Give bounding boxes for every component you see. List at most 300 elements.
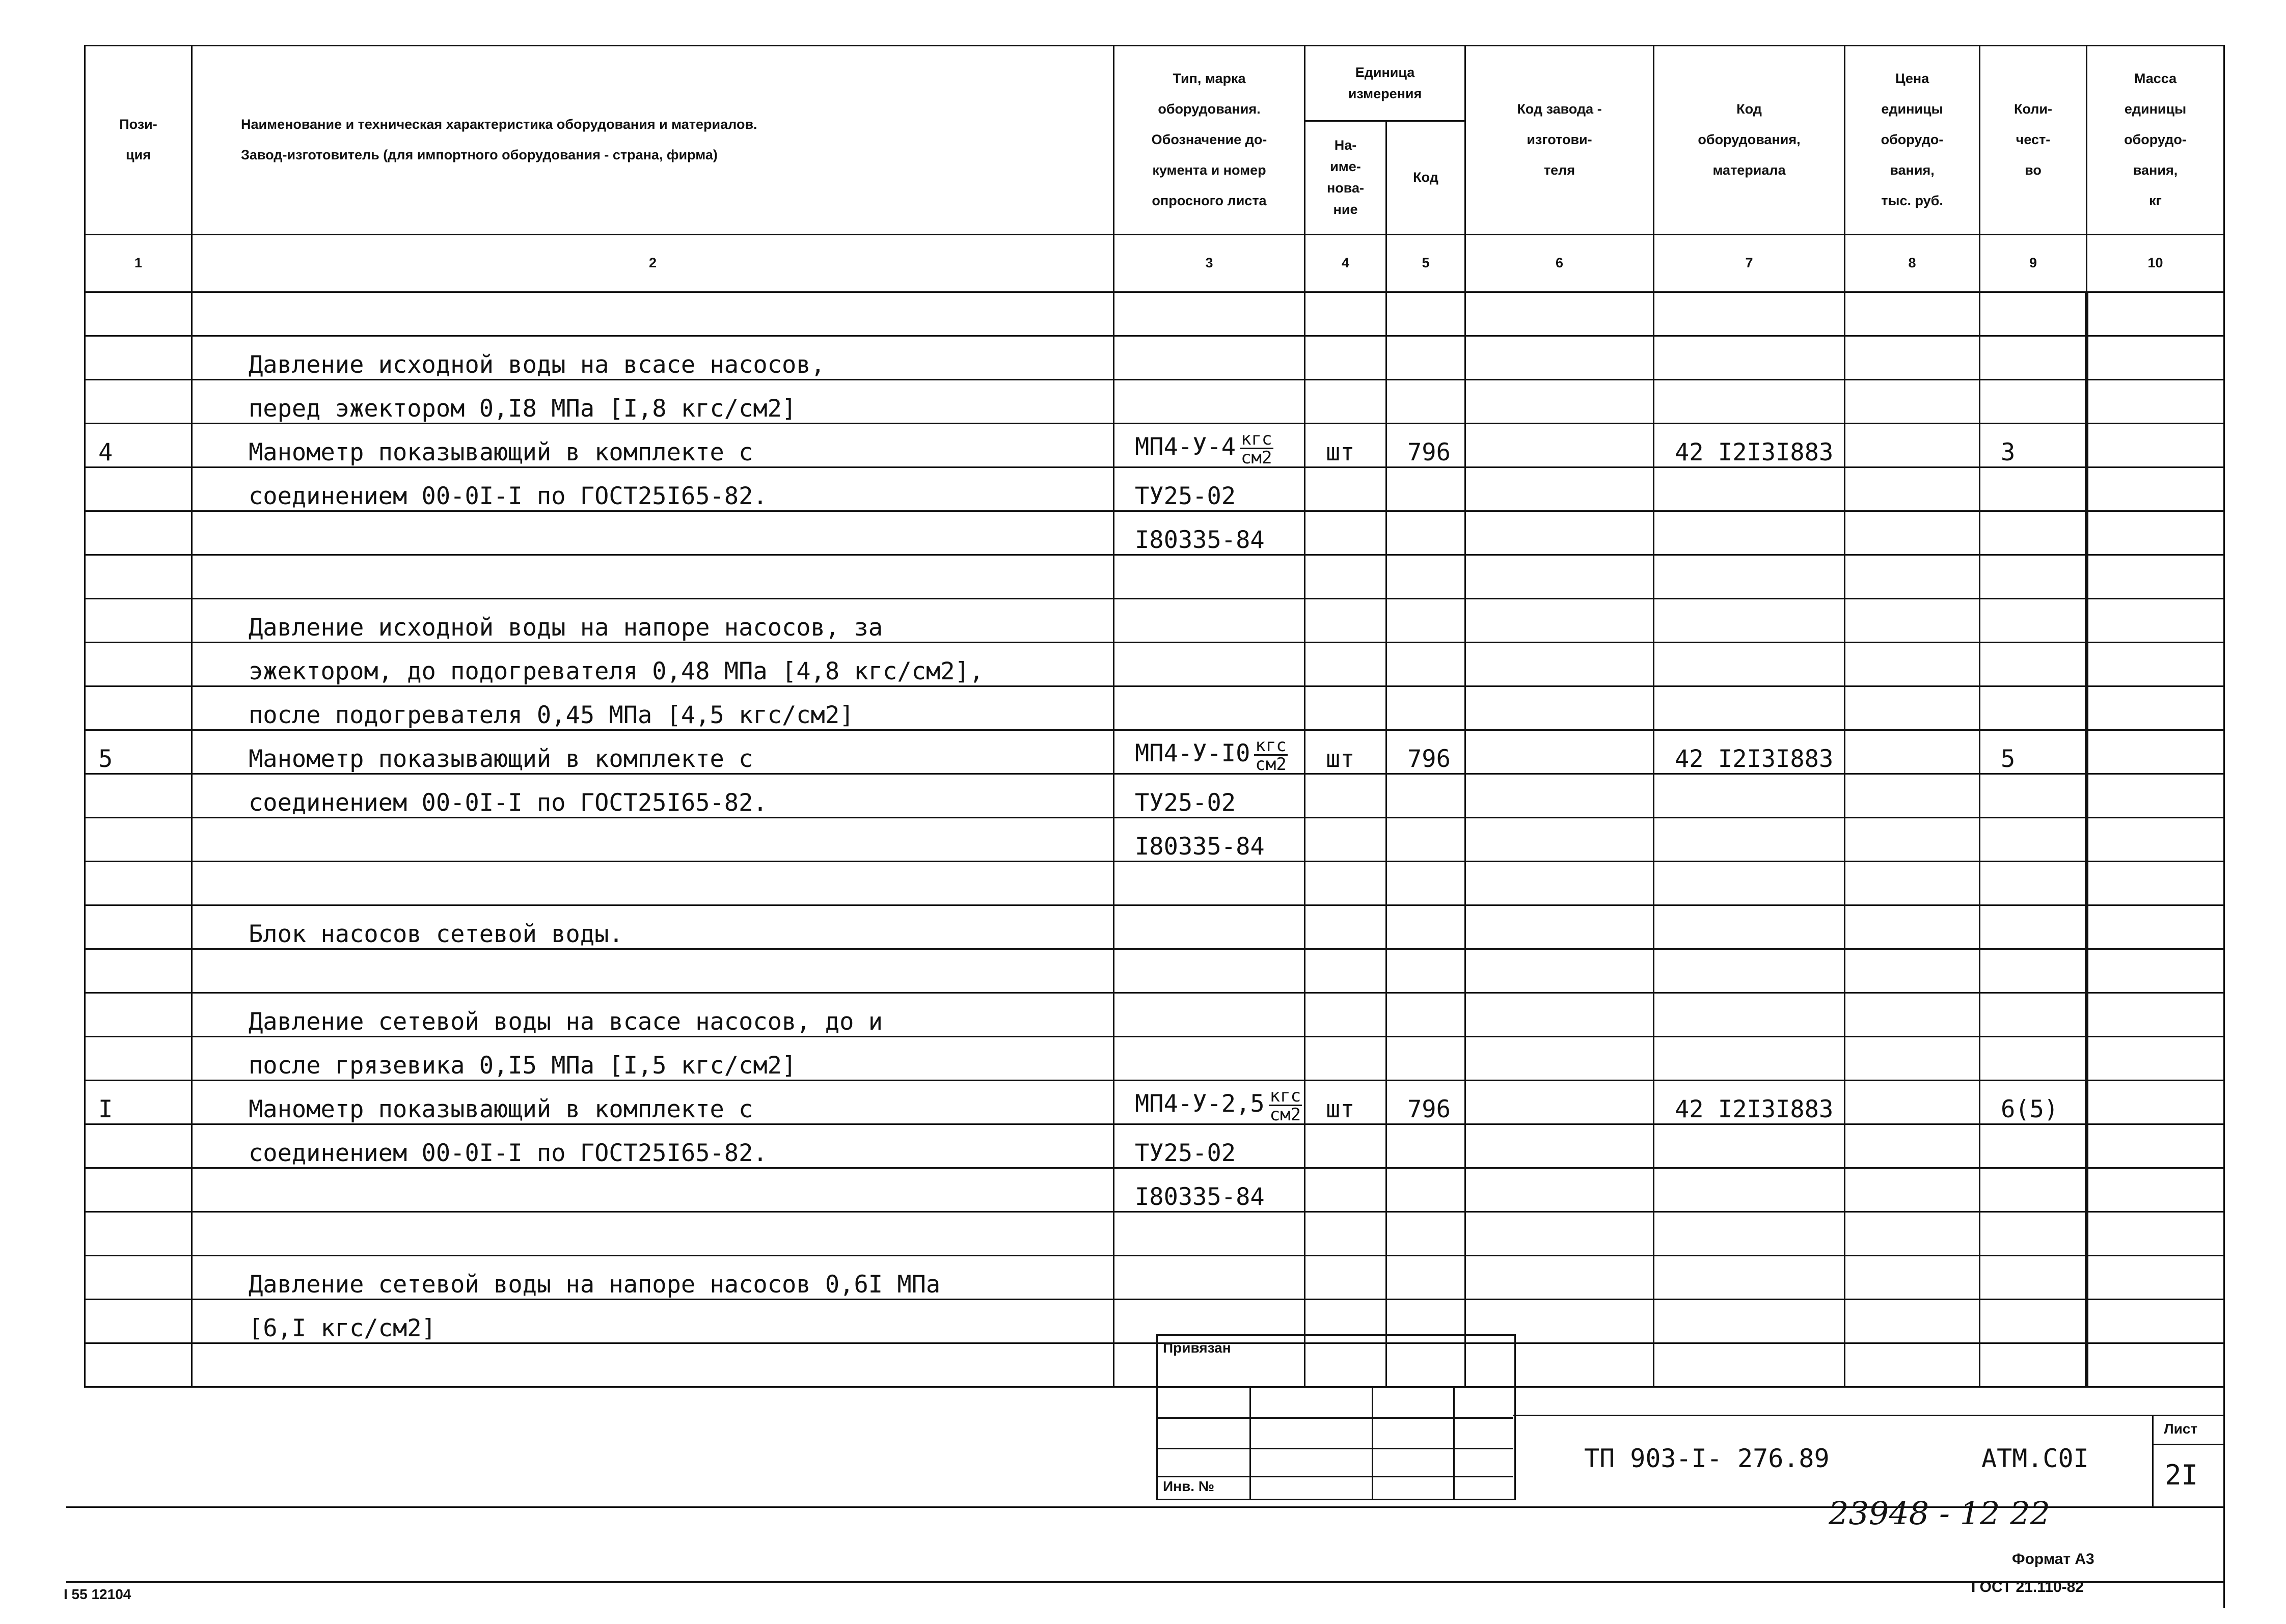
mass-cell [2087,1081,2224,1124]
specification-rows [85,292,2224,1387]
type-cell [1114,555,1305,599]
table-row [85,1343,2224,1387]
unit-code-cell [1386,292,1465,336]
name-cell [192,643,1114,686]
position-cell [85,1212,192,1256]
unit-code-cell [1386,949,1465,993]
position-cell [85,686,192,730]
price-cell [1845,1037,1980,1081]
factory-code-cell [1465,555,1654,599]
unit-name-cell [1305,993,1386,1037]
equipment-code-cell [1654,1300,1845,1343]
unit-name-cell [1305,686,1386,730]
position-cell [85,380,192,424]
equipment-code-cell [1654,643,1845,686]
table-row [85,774,2224,818]
unit-code-cell [1386,1124,1465,1168]
unit-name-cell [1305,336,1386,380]
position-cell-text: 4 [98,438,113,466]
unit-code-cell-text: 796 [1407,1095,1451,1123]
stamp-divider [1249,1387,1251,1499]
position-cell [85,818,192,862]
factory-code-cell [1465,862,1654,905]
factory-code-cell [1465,336,1654,380]
fraction-denominator: см2 [1241,448,1272,467]
price-cell [1845,380,1980,424]
fraction-numerator: кгс [1255,735,1287,756]
name-cell-text: перед эжектором 0,I8 МПа [I,8 кгс/см2] [249,395,797,423]
unit-code-cell [1386,643,1465,686]
price-cell [1845,1300,1980,1343]
equipment-code-cell [1654,424,1845,467]
unit-name-cell [1305,1081,1386,1124]
unit-code-cell [1386,993,1465,1037]
name-cell [192,555,1114,599]
position-cell [85,730,192,774]
equipment-code-cell [1654,686,1845,730]
mass-cell [2087,555,2224,599]
quantity-cell [1980,1124,2087,1168]
format-label: Формат А3 [2012,1551,2094,1567]
price-cell [1845,292,1980,336]
quantity-cell [1980,643,2087,686]
price-cell [1845,993,1980,1037]
position-cell [85,1124,192,1168]
mass-cell [2087,730,2224,774]
column-number: 1 [85,235,192,292]
name-cell [192,730,1114,774]
header-name: Наименование и техническая характеристика оборудования и материалов. Завод-изготовитель (для импортного оборудования - страна, фирма) [192,46,1114,235]
price-cell [1845,424,1980,467]
unit-code-cell [1386,862,1465,905]
name-cell [192,949,1114,993]
quantity-cell [1980,905,2087,949]
position-cell [85,511,192,555]
type-cell-text: I80335-84 [1135,1183,1265,1211]
quantity-cell [1980,599,2087,643]
unit-code-cell [1386,336,1465,380]
privyazan-stamp [1156,1334,1516,1500]
equipment-code-cell [1654,1037,1845,1081]
price-cell [1845,905,1980,949]
table-row [85,424,2224,467]
factory-code-cell [1465,1124,1654,1168]
fraction-denominator: см2 [1255,754,1287,774]
name-cell [192,1343,1114,1387]
price-cell [1845,1212,1980,1256]
mass-cell [2087,1343,2224,1387]
unit-name-cell [1305,905,1386,949]
mass-cell [2087,993,2224,1037]
unit-name-cell [1305,1124,1386,1168]
factory-code-cell [1465,1212,1654,1256]
position-cell [85,1168,192,1212]
price-cell [1845,643,1980,686]
stamp-divider [1453,1387,1455,1499]
equipment-code-cell [1654,1081,1845,1124]
column-number: 3 [1114,235,1305,292]
table-row [85,1124,2224,1168]
factory-code-cell [1465,1037,1654,1081]
price-cell [1845,599,1980,643]
mass-cell [2087,1168,2224,1212]
unit-code-cell [1386,730,1465,774]
column-number: 7 [1654,235,1845,292]
header-unit-group: Единица измерения [1305,46,1465,121]
name-cell [192,1124,1114,1168]
table-row [85,1256,2224,1300]
type-cell [1114,774,1305,818]
name-cell [192,424,1114,467]
equipment-code-cell [1654,336,1845,380]
unit-name-cell [1305,1168,1386,1212]
unit-name-cell [1305,1212,1386,1256]
name-cell [192,1256,1114,1300]
table-row [85,993,2224,1037]
type-cell [1114,1212,1305,1256]
unit-code-cell [1386,424,1465,467]
factory-code-cell [1465,424,1654,467]
column-number: 4 [1305,235,1386,292]
archive-number: I 55 12104 [64,1586,131,1602]
type-cell [1114,467,1305,511]
equipment-code-cell [1654,292,1845,336]
equipment-code-cell [1654,949,1845,993]
table-row [85,599,2224,643]
unit-code-cell [1386,467,1465,511]
price-cell [1845,949,1980,993]
position-cell [85,862,192,905]
gost-label: ГОСТ 21.110-82 [1971,1579,2084,1595]
column-number: 5 [1386,235,1465,292]
factory-code-cell [1465,730,1654,774]
equipment-code-cell [1654,1168,1845,1212]
price-cell [1845,511,1980,555]
stamp-line [1156,1417,1513,1419]
unit-name-cell [1305,555,1386,599]
type-cell-text: I80335-84 [1135,833,1265,861]
price-cell [1845,467,1980,511]
quantity-cell [1980,1343,2087,1387]
type-cell [1114,599,1305,643]
name-cell [192,292,1114,336]
equipment-code-cell [1654,993,1845,1037]
name-cell [192,1081,1114,1124]
factory-code-cell [1465,949,1654,993]
document-number: ТП 903-I- 276.89 [1584,1444,1830,1473]
price-cell [1845,862,1980,905]
name-cell [192,993,1114,1037]
position-cell [85,993,192,1037]
price-cell [1845,1256,1980,1300]
table-row [85,905,2224,949]
equipment-code-cell-text: 42 I2I3I883 [1675,745,1834,773]
mass-cell [2087,862,2224,905]
equipment-code-cell [1654,380,1845,424]
header-price: Цена единицы оборудо- вания, тыс. руб. [1845,46,1980,235]
position-cell [85,555,192,599]
mass-cell [2087,1300,2224,1343]
quantity-cell [1980,467,2087,511]
unit-code-cell [1386,380,1465,424]
factory-code-cell [1465,643,1654,686]
unit-name-cell [1305,599,1386,643]
type-cell-text: ТУ25-02 [1135,1139,1236,1167]
column-number: 6 [1465,235,1654,292]
table-row [85,336,2224,380]
quantity-cell [1980,1212,2087,1256]
name-cell [192,599,1114,643]
price-cell [1845,555,1980,599]
stamp-line [1156,1448,1513,1449]
mass-cell [2087,818,2224,862]
handwritten-note: 23948 - 12 22 [1829,1495,2051,1532]
table-row [85,380,2224,424]
equipment-code-cell [1654,1256,1845,1300]
unit-name-cell-text: шт [1326,1095,1355,1123]
drawing-mark: АТМ.С0I [1981,1444,2089,1473]
equipment-code-cell-text: 42 I2I3I883 [1675,1095,1834,1123]
name-cell [192,774,1114,818]
equipment-code-cell [1654,555,1845,599]
unit-name-cell-text: шт [1326,438,1355,466]
header-unit-code: Код [1386,121,1465,235]
unit-code-cell [1386,774,1465,818]
position-cell [85,1300,192,1343]
quantity-cell [1980,1256,2087,1300]
name-cell [192,905,1114,949]
table-row [85,686,2224,730]
factory-code-cell [1465,467,1654,511]
price-cell [1845,818,1980,862]
header-equipment-code: Код оборудования, материала [1654,46,1845,235]
unit-code-cell [1386,686,1465,730]
quantity-cell [1980,1037,2087,1081]
quantity-cell [1980,292,2087,336]
price-cell [1845,730,1980,774]
unit-fraction [1254,737,1287,773]
name-cell [192,511,1114,555]
factory-code-cell [1465,774,1654,818]
type-cell-text: МП4-У-2,5 [1135,1090,1265,1118]
inventory-number-label: Инв. № [1163,1478,1215,1494]
quantity-cell-text: 6(5) [2001,1095,2059,1123]
column-number: 8 [1845,235,1980,292]
name-cell-text: [6,I кгс/см2] [249,1314,436,1342]
unit-name-cell [1305,774,1386,818]
factory-code-cell [1465,511,1654,555]
factory-code-cell [1465,1081,1654,1124]
position-cell [85,905,192,949]
unit-name-cell-text: шт [1326,745,1355,773]
name-cell-text: после подогревателя 0,45 МПа [4,5 кгс/см2] [249,701,854,729]
name-cell-text: соединением 00-0I-I по ГОСТ25I65-82. [249,789,768,817]
mass-cell [2087,1212,2224,1256]
type-cell [1114,905,1305,949]
mass-cell [2087,467,2224,511]
table-row [85,467,2224,511]
table-row [85,949,2224,993]
unit-name-cell [1305,424,1386,467]
quantity-cell [1980,1168,2087,1212]
type-cell [1114,818,1305,862]
header-unit-name: На- име- нова- ние [1305,121,1386,235]
table-row [85,555,2224,599]
equipment-code-cell [1654,1343,1845,1387]
quantity-cell [1980,862,2087,905]
mass-cell [2087,380,2224,424]
table-row [85,292,2224,336]
stamp-line [1156,1387,1513,1388]
price-cell [1845,686,1980,730]
unit-code-cell [1386,1081,1465,1124]
factory-code-cell [1465,292,1654,336]
mass-cell [2087,1256,2224,1300]
specification-table [84,45,2225,1388]
quantity-cell [1980,336,2087,380]
mass-cell [2087,1124,2224,1168]
type-cell-text: МП4-У-I0 [1135,739,1250,767]
name-cell-text: Манометр показывающий в комплекте с [249,438,753,466]
equipment-code-cell [1654,1212,1845,1256]
type-cell [1114,643,1305,686]
fraction-denominator: см2 [1269,1105,1301,1124]
header-quantity: Коли- чест- во [1980,46,2087,235]
unit-code-cell [1386,1212,1465,1256]
name-cell [192,686,1114,730]
unit-code-cell [1386,1037,1465,1081]
quantity-cell [1980,1081,2087,1124]
equipment-code-cell [1654,467,1845,511]
name-cell [192,818,1114,862]
quantity-cell [1980,774,2087,818]
unit-fraction [1240,430,1273,466]
equipment-code-cell [1654,511,1845,555]
unit-name-cell [1305,467,1386,511]
type-cell [1114,730,1305,774]
table-row [85,1037,2224,1081]
name-cell-text: Давление исходной воды на напоре насосов, за [249,614,883,642]
unit-name-cell [1305,292,1386,336]
factory-code-cell [1465,599,1654,643]
factory-code-cell [1465,1256,1654,1300]
type-cell [1114,862,1305,905]
name-cell [192,467,1114,511]
position-cell [85,1037,192,1081]
mass-cell [2087,949,2224,993]
name-cell-text: Манометр показывающий в комплекте с [249,745,753,773]
frame-footer-line [66,1581,2223,1583]
type-cell [1114,336,1305,380]
header-factory-code: Код завода - изготови- теля [1465,46,1654,235]
name-cell-text: Блок насосов сетевой воды. [249,920,623,948]
factory-code-cell [1465,905,1654,949]
equipment-code-cell [1654,818,1845,862]
column-number: 9 [1980,235,2087,292]
sheet-label: Лист [2164,1421,2198,1437]
unit-code-cell [1386,905,1465,949]
equipment-code-cell [1654,862,1845,905]
quantity-cell-text: 3 [2001,438,2016,466]
factory-code-cell [1465,1168,1654,1212]
mass-cell [2087,643,2224,686]
quantity-cell-text: 5 [2001,745,2016,773]
privyazan-label: Привязан [1163,1340,1231,1356]
unit-code-cell-text: 796 [1407,745,1451,773]
name-cell-text: соединением 00-0I-I по ГОСТ25I65-82. [249,482,768,510]
column-number: 2 [192,235,1114,292]
position-cell-text: 5 [98,745,113,773]
mass-cell [2087,424,2224,467]
name-cell [192,862,1114,905]
type-cell [1114,424,1305,467]
quantity-cell [1980,993,2087,1037]
unit-code-cell [1386,511,1465,555]
name-cell [192,336,1114,380]
stamp-line [1156,1476,1513,1477]
price-cell [1845,1343,1980,1387]
header-position: Пози- ция [85,46,192,235]
factory-code-cell [1465,686,1654,730]
table-row [85,818,2224,862]
unit-name-cell [1305,949,1386,993]
type-cell [1114,1168,1305,1212]
name-cell-text: Давление исходной воды на всасе насосов, [249,351,825,379]
position-cell [85,467,192,511]
quantity-cell [1980,949,2087,993]
position-cell [85,292,192,336]
table-row [85,1081,2224,1124]
position-cell [85,1343,192,1387]
sheet-number: 2I [2165,1459,2198,1491]
title-block-top-line [1513,1415,2223,1416]
position-cell [85,424,192,467]
price-cell [1845,336,1980,380]
name-cell-text: после грязевика 0,I5 МПа [I,5 кгс/см2] [249,1052,797,1080]
position-cell [85,1081,192,1124]
type-cell-text: МП4-У-4 [1135,433,1236,461]
sheet-box-divider [2152,1444,2223,1445]
unit-name-cell [1305,818,1386,862]
mass-cell [2087,686,2224,730]
position-cell [85,949,192,993]
quantity-cell [1980,818,2087,862]
name-cell-text: Давление сетевой воды на всасе насосов, до и [249,1008,883,1036]
header-type: Тип, марка оборудования. Обозначение до- кумента и номер опросного листа [1114,46,1305,235]
position-cell [85,643,192,686]
mass-cell [2087,336,2224,380]
quantity-cell [1980,686,2087,730]
fraction-numerator: кгс [1241,429,1272,449]
name-cell [192,1037,1114,1081]
type-cell-text: I80335-84 [1135,526,1265,554]
name-cell [192,1212,1114,1256]
unit-name-cell [1305,380,1386,424]
unit-name-cell [1305,1037,1386,1081]
position-cell [85,599,192,643]
mass-cell [2087,1037,2224,1081]
price-cell [1845,774,1980,818]
type-cell [1114,380,1305,424]
equipment-code-cell [1654,599,1845,643]
table-row [85,1168,2224,1212]
quantity-cell [1980,555,2087,599]
type-cell [1114,1124,1305,1168]
name-cell-text: соединением 00-0I-I по ГОСТ25I65-82. [249,1139,768,1167]
type-cell [1114,949,1305,993]
name-cell [192,1168,1114,1212]
equipment-code-cell-text: 42 I2I3I883 [1675,438,1834,466]
